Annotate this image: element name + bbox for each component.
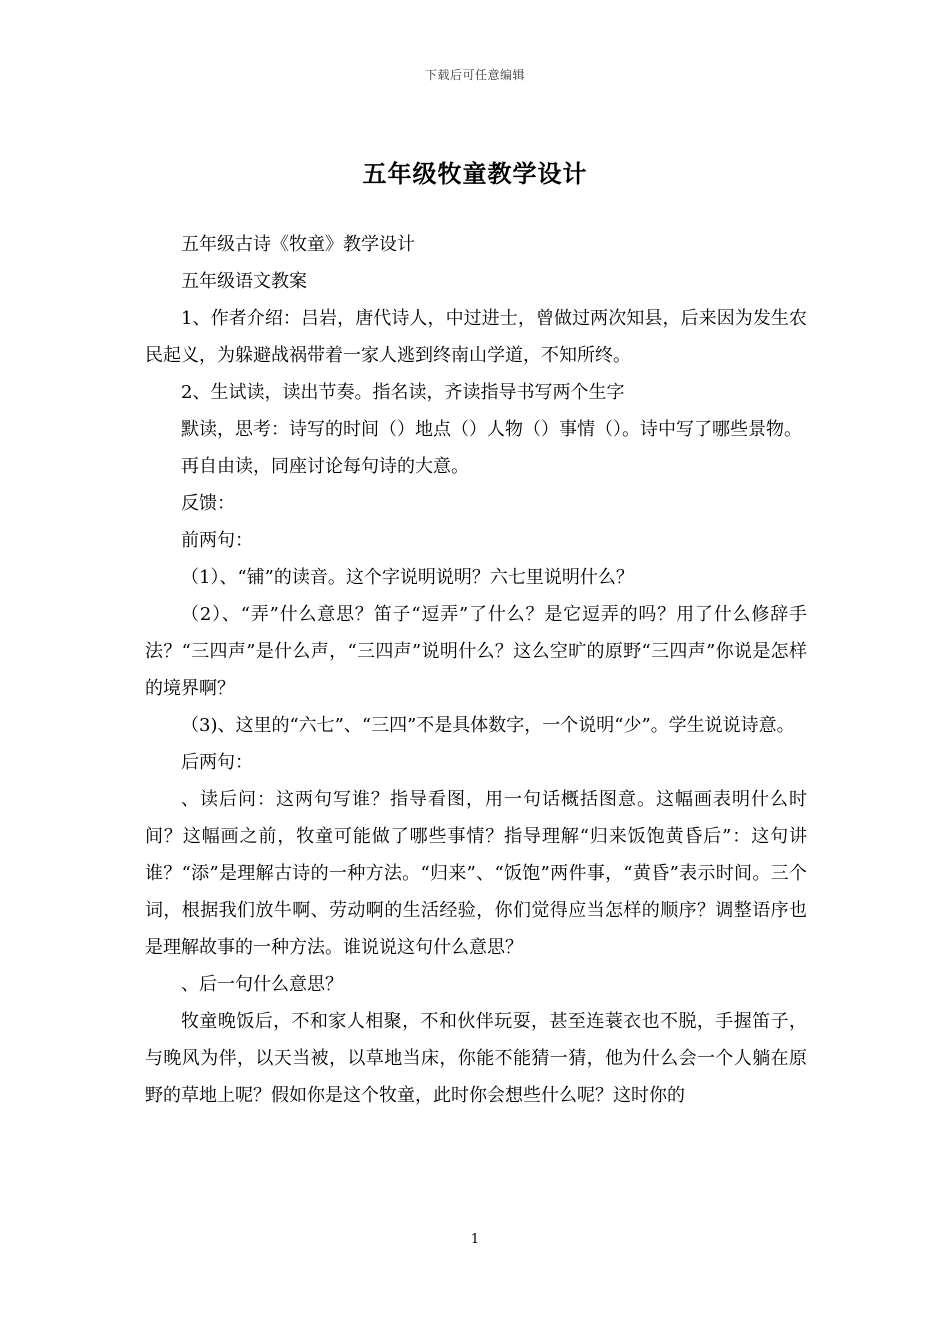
paragraph: 、读后问：这两句写谁？指导看图，用一句话概括图意。这幅画表明什么时间？这幅画之前，牧童可能做了哪些事情？指导理解“归来饭饱黄昏后”：这句讲谁？“添”是理解古诗的一种方法。“归来”、“饭饱”两件事，“黄昏”表示时间。三个词，根据我们放牛啊、劳动啊的生活经验，你们觉得应当怎样的顺序？调整语序也是理解故事的一种方法。谁说说这句什么意思？: [145, 789, 807, 958]
paragraph: （1）、“铺”的读音。这个字说明说明？六七里说明什么？: [181, 567, 634, 588]
paragraph: （3)、这里的“六七”、“三四”不是具体数字，一个说明“少”。学生说说诗意。: [181, 715, 795, 736]
paragraph: 前两句：: [181, 530, 253, 551]
paragraph: 五年级语文教案: [181, 271, 307, 292]
paragraph: 牧童晚饭后，不和家人相聚，不和伙伴玩耍，甚至连蓑衣也不脱，手握笛子，与晚风为伴，以天当被，以草地当床，你能不能猜一猜，他为什么会一个人躺在原野的草地上呢？假如你是这个牧童，此时你会想些什么呢？这时你的: [145, 1011, 807, 1106]
paragraph: 1、作者介绍：吕岩，唐代诗人，中过进士，曾做过两次知县，后来因为发生农民起义，为躲避战祸带着一家人逃到终南山学道，不知所终。: [145, 308, 807, 366]
paragraph: 再自由读，同座讨论每句诗的大意。: [181, 456, 469, 477]
document-body: [145, 226, 807, 1114]
paragraph: （2）、“弄”什么意思？笛子“逗弄”了什么？是它逗弄的吗？用了什么修辞手法？“三四声”是什么声，“三四声”说明什么？这么空旷的原野“三四声”你说是怎样的境界啊？: [145, 604, 807, 699]
page-number: 1: [470, 1232, 480, 1247]
paragraph: 2、生试读，读出节奏。指名读，齐读指导书写两个生字: [181, 382, 625, 403]
header-note: 下载后可任意编辑: [424, 68, 525, 82]
paragraph: 、后一句什么意思？: [181, 974, 343, 995]
paragraph: 五年级古诗《牧童》教学设计: [181, 234, 415, 255]
document-title: 五年级牧童教学设计: [362, 159, 588, 188]
paragraph: 默读，思考：诗写的时间（）地点（）人物（）事情（）。诗中写了哪些景物。: [181, 419, 802, 440]
paragraph: 反馈：: [181, 493, 235, 514]
paragraph: 后两句：: [181, 752, 253, 773]
